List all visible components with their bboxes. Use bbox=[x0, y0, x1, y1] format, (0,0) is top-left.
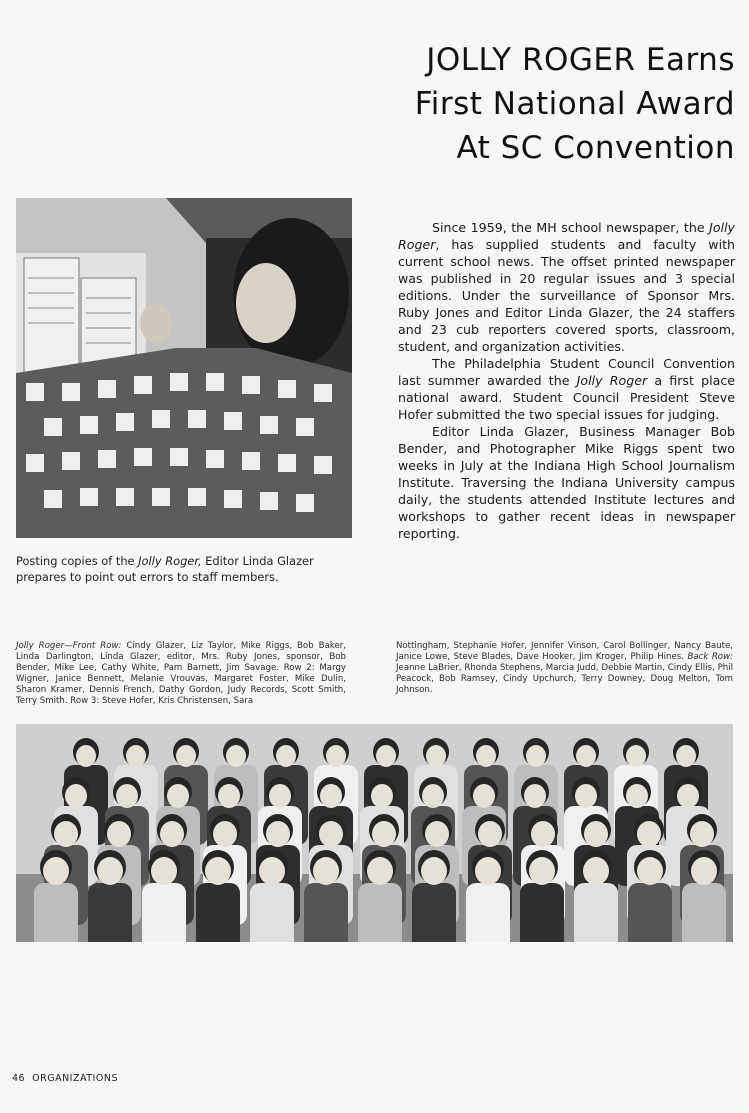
person-face bbox=[226, 745, 246, 767]
headline-line-3: At SC Convention bbox=[456, 130, 735, 166]
person-body bbox=[142, 883, 186, 942]
p1-text-a: Since 1959, the MH school newspaper, the bbox=[432, 220, 710, 235]
caption-text-1: Posting copies of the bbox=[16, 554, 139, 568]
person-body bbox=[682, 883, 726, 942]
person-face bbox=[116, 784, 138, 808]
person-face bbox=[576, 745, 596, 767]
staff-group-photo bbox=[16, 724, 733, 942]
photo-caption bbox=[16, 553, 352, 585]
person-face bbox=[213, 821, 237, 847]
person-body bbox=[88, 883, 132, 942]
person-face bbox=[425, 821, 449, 847]
person-body bbox=[304, 883, 348, 942]
person-face bbox=[422, 784, 444, 808]
roster-right-text-b: Jeanne LaBrier, Rhonda Stephens, Marcia Judd, Debbie Martin, Cindy Ellis, Phil Peacock, Bob Ramsey, Cindy Upchurch, Terry Downey, Doug Melton, Tom Johnson. bbox=[396, 663, 733, 695]
person-face bbox=[526, 745, 546, 767]
person-face bbox=[690, 821, 714, 847]
person-face bbox=[677, 784, 699, 808]
person-face bbox=[376, 745, 396, 767]
editor-photo-illustration bbox=[16, 198, 352, 538]
person-face bbox=[176, 745, 196, 767]
headline-line-1: JOLLY ROGER Earns bbox=[426, 42, 735, 78]
person-body bbox=[574, 883, 618, 942]
person-face bbox=[54, 821, 78, 847]
person-body bbox=[628, 883, 672, 942]
person-face bbox=[97, 857, 123, 885]
roster-right-column bbox=[396, 641, 733, 696]
person-face bbox=[319, 821, 343, 847]
person-face bbox=[259, 857, 285, 885]
person-face bbox=[269, 784, 291, 808]
person-face bbox=[478, 821, 502, 847]
person-face bbox=[626, 745, 646, 767]
caption-text-2: Editor Linda Glazer prepares to point out errors to staff members. bbox=[16, 554, 314, 584]
person-face bbox=[326, 745, 346, 767]
person-face bbox=[371, 784, 393, 808]
person-face bbox=[313, 857, 339, 885]
person-face bbox=[584, 821, 608, 847]
person-face bbox=[320, 784, 342, 808]
headline-line-2: First National Award bbox=[414, 86, 735, 122]
person-face bbox=[107, 821, 131, 847]
person-face bbox=[637, 857, 663, 885]
person-body bbox=[520, 883, 564, 942]
person-face bbox=[583, 857, 609, 885]
person-face bbox=[475, 857, 501, 885]
roster-left-column bbox=[16, 641, 346, 707]
person-body bbox=[196, 883, 240, 942]
person-face bbox=[691, 857, 717, 885]
person-face bbox=[476, 745, 496, 767]
article-paragraph-1 bbox=[398, 219, 735, 355]
p2-text-b: a first place national award. Student Council President Steve Hofer submitted the two special issues for judging. bbox=[398, 373, 735, 422]
person-face bbox=[473, 784, 495, 808]
section-name: ORGANIZATIONS bbox=[32, 1073, 118, 1084]
person-body bbox=[34, 883, 78, 942]
person-face bbox=[575, 784, 597, 808]
person-face bbox=[43, 857, 69, 885]
person-face bbox=[167, 784, 189, 808]
person-face bbox=[126, 745, 146, 767]
roster-left-text: Cindy Glazer, Liz Taylor, Mike Riggs, Bob Baker, Linda Darlington, Linda Glazer, editor, Mrs. Ruby Jones, sponsor, Bob Bender, Mike Lee, Cathy White, Pam Barnett, Jim Savage. Row 2: Margy Wigner, Janice Bennett, Melanie Vrouvas, Margaret Foster, Mike Dulin, Sharon Kramer, Dennis French, Dathy Gordon, Judy Records, Scott Smith, Terry Smith. Row 3: Steve Hofer, Kris Christensen, Sara bbox=[16, 641, 347, 706]
person-face bbox=[205, 857, 231, 885]
person-face bbox=[276, 745, 296, 767]
person-face bbox=[76, 745, 96, 767]
person-face bbox=[151, 857, 177, 885]
person-face bbox=[160, 821, 184, 847]
page-footer bbox=[12, 1073, 118, 1084]
person-face bbox=[637, 821, 661, 847]
p2-italic: Jolly Roger bbox=[576, 373, 648, 388]
person-face bbox=[626, 784, 648, 808]
person-face bbox=[421, 857, 447, 885]
article-body bbox=[398, 219, 735, 542]
editor-photo bbox=[16, 198, 352, 538]
roster-back-row-label: Back Row: bbox=[687, 652, 733, 662]
person-face bbox=[266, 821, 290, 847]
article-paragraph-3: Editor Linda Glazer, Business Manager Bob Bender, and Photographer Mike Riggs spent two weeks in July at the Indiana High School Journalism Institute. Traversing the Indiana University campus daily, the students attended Institute lectures and workshops to gather recent ideas in newspaper reporting. bbox=[398, 424, 735, 541]
person-body bbox=[412, 883, 456, 942]
person-face bbox=[524, 784, 546, 808]
person-face bbox=[65, 784, 87, 808]
person-face bbox=[367, 857, 393, 885]
roster-right-text-a: Nottingham, Stephanie Hofer, Jennifer Vinson, Carol Bollinger, Nancy Baute, Janice Lowe, Steve Blades, Dave Hooker, Jim Kroger, Philip Hines. bbox=[396, 641, 733, 662]
page-number: 46 bbox=[12, 1073, 26, 1084]
article-paragraph-2 bbox=[398, 355, 735, 423]
person-face bbox=[426, 745, 446, 767]
person-face bbox=[529, 857, 555, 885]
p1-italic: Jolly Roger bbox=[398, 220, 735, 252]
person-face bbox=[218, 784, 240, 808]
headline bbox=[315, 38, 735, 170]
caption-italic-title: Jolly Roger, bbox=[138, 554, 202, 568]
group-photo-illustration bbox=[16, 724, 733, 942]
person-face bbox=[372, 821, 396, 847]
p2-text-a: The Philadelphia Student Council Convention last summer awarded the bbox=[398, 356, 735, 388]
roster-heading: Jolly Roger—Front Row: bbox=[16, 641, 122, 651]
person-body bbox=[250, 883, 294, 942]
person-face bbox=[676, 745, 696, 767]
person-body bbox=[466, 883, 510, 942]
person-face bbox=[531, 821, 555, 847]
p1-text-b: , has supplied students and faculty with current school news. The offset printed newspaper was published in 20 regular issues and 3 special editions. Under the surveillance of Sponsor Mrs. Ruby Jones and Editor Linda Glazer, the 24 staffers and 23 cub reporters covered sports, classroom, student, and organization activities. bbox=[398, 237, 735, 354]
person-body bbox=[358, 883, 402, 942]
